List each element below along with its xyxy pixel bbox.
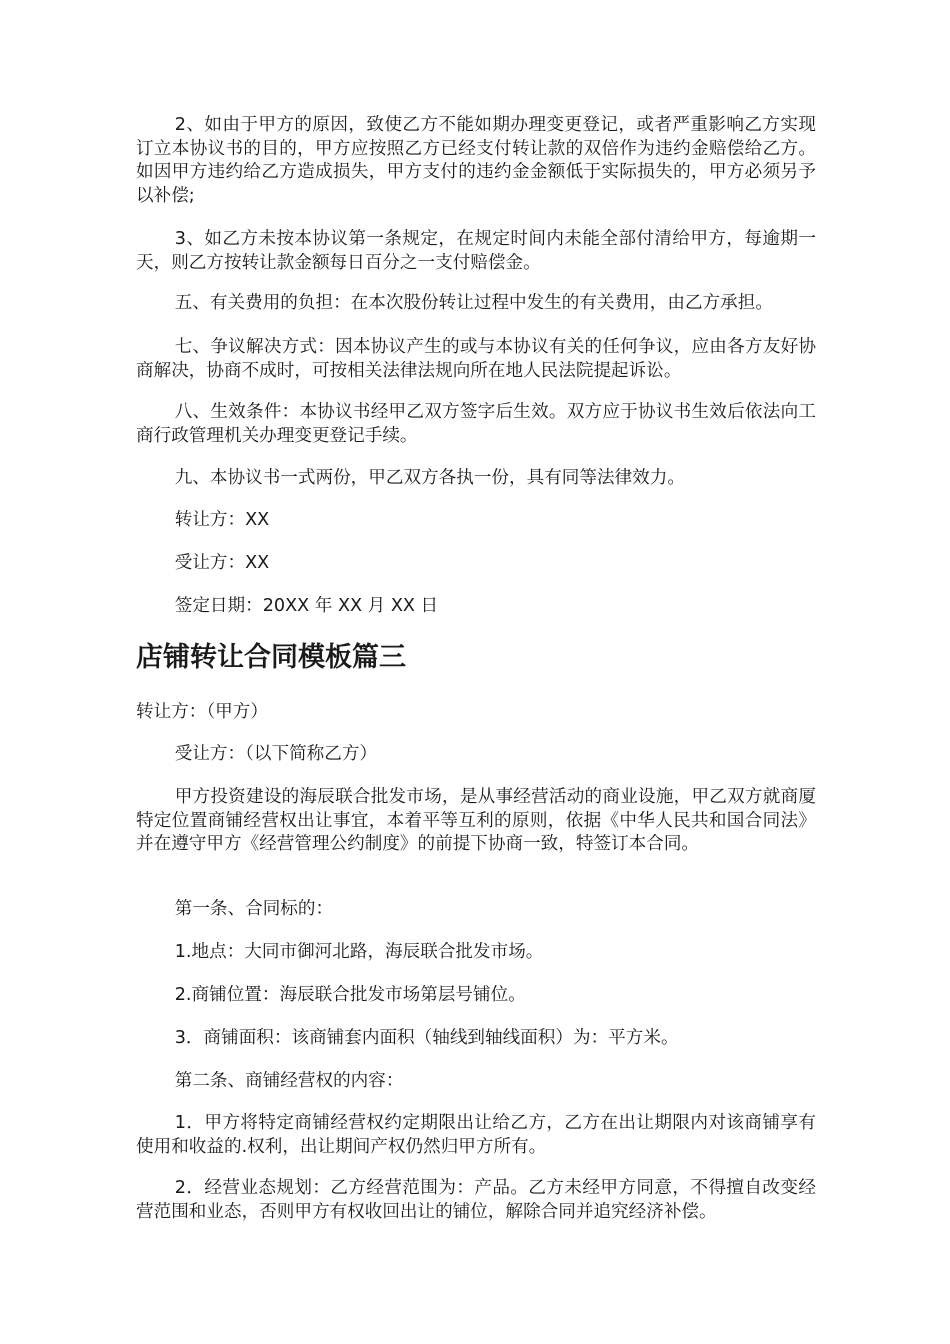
article-1-location: 1.地点：大同市御河北路，海辰联合批发市场。 [174,942,544,962]
clause-9-copies: 九、本协议书一式两份，甲乙双方各执一份，具有同等法律效力。 [174,468,685,488]
article-2-item-2: 2．经营业态规划：乙方经营范围为：产品。乙方未经甲方同意，不得擅自改变经营范围和业态，否则甲方有权收回出让的铺位，解除合同并追究经济补偿。 [136,1178,816,1222]
clause-2-penalty: 2、如由于甲方的原因，致使乙方不能如期办理变更登记，或者严重影响乙方实现订立本协议书的目的，甲方应按照乙方已经支付转让款的双倍作为违约金赔偿给乙方。如因甲方违约给乙方造成损失，甲方支付的违约金金额低于实际损失的，甲方必须另予以补偿; [136,115,816,206]
clause-3-late-payment: 3、如乙方未按本协议第一条规定，在规定时间内未能全部付清给甲方，每逾期一天，则乙方按转让款金额每日百分之一支付赔偿金。 [136,229,816,273]
party-a-line: 转让方：（甲方） [136,702,268,722]
clause-5-fees: 五、有关费用的负担：在本次股份转让过程中发生的有关费用，由乙方承担。 [174,293,773,313]
article-1-position: 2.商铺位置：海辰联合批发市场第层号铺位。 [174,985,526,1005]
party-b-line: 受让方：（以下简称乙方） [174,744,378,764]
clause-8-effectiveness: 八、生效条件：本协议书经甲乙双方签字后生效。双方应于协议书生效后依法向工商行政管理机关办理变更登记手续。 [136,402,816,446]
transferor-signature: 转让方：XX [174,510,270,530]
section-title: 店铺转让合同模板篇三 [136,642,406,673]
signing-date: 签定日期：20XX 年 XX 月 XX 日 [174,596,439,616]
transferee-signature: 受让方：XX [174,553,270,573]
clause-7-disputes: 七、争议解决方式：因本协议产生的或与本协议有关的任何争议，应由各方友好协商解决，协商不成时，可按相关法律法规向所在地人民法院提起诉讼。 [136,337,816,381]
article-2-heading: 第二条、商铺经营权的内容： [174,1071,404,1091]
preamble-paragraph: 甲方投资建设的海辰联合批发市场，是从事经营活动的商业设施，甲乙双方就商厦特定位置商铺经营权出让事宜，本着平等互利的原则，依据《中华人民共和国合同法》并在遵守甲方《经营管理公约制度》的前提下协商一致，特签订本合同。 [136,787,816,855]
article-1-heading: 第一条、合同标的： [174,899,334,919]
article-2-item-1: 1．甲方将特定商铺经营权约定期限出让给乙方，乙方在出让期限内对该商铺享有使用和收益的.权利，出让期间产权仍然归甲方所有。 [136,1113,816,1157]
article-1-area: 3．商铺面积：该商铺套内面积（轴线到轴线面积）为：平方米。 [174,1028,679,1048]
